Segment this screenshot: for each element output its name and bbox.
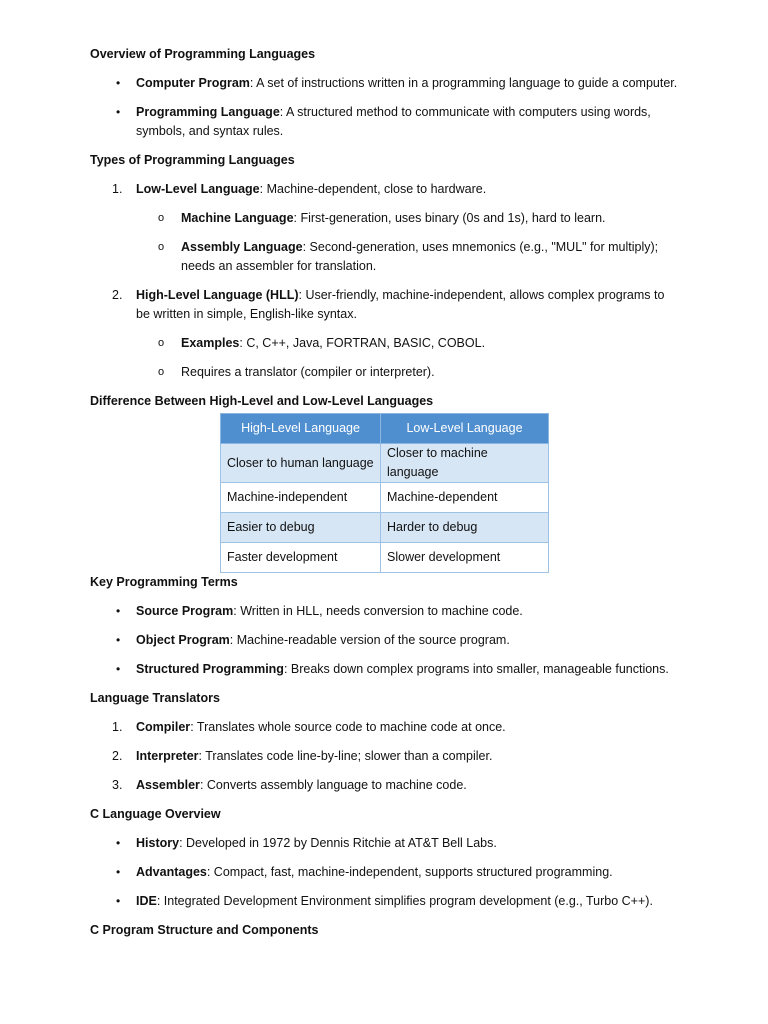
list-item [90, 631, 678, 650]
list-item [90, 286, 678, 324]
heading-c-structure: C Program Structure and Components [90, 923, 319, 937]
bullet-icon: • [116, 662, 121, 676]
list-item-text: Assembler: Converts assembly language to machine code. [136, 778, 467, 792]
list-item-text: Requires a translator (compiler or interpreter). [181, 365, 435, 379]
bullet-icon: • [116, 894, 121, 908]
sub-list-item [90, 238, 678, 276]
circle-bullet-icon: o [158, 212, 165, 224]
list-item [90, 602, 678, 621]
list-item-text: Machine Language: First-generation, uses binary (0s and 1s), hard to learn. [181, 211, 606, 225]
list-item [90, 834, 678, 853]
heading-overview: Overview of Programming Languages [90, 47, 316, 61]
table-cell: Closer to machine language [381, 444, 549, 483]
list-number: 3. [112, 778, 123, 792]
circle-bullet-icon: o [158, 366, 165, 378]
list-item [90, 74, 678, 93]
table-cell: Slower development [381, 543, 549, 573]
c-overview-list [90, 834, 678, 911]
table-header-cell: Low-Level Language [381, 414, 549, 444]
list-number: 1. [112, 720, 123, 734]
list-item-text: Source Program: Written in HLL, needs conversion to machine code. [136, 604, 523, 618]
translators-list [90, 718, 678, 795]
list-item [90, 776, 678, 795]
sub-list-item [90, 209, 678, 228]
list-item-text: Examples: C, C++, Java, FORTRAN, BASIC, COBOL. [181, 336, 486, 350]
bullet-icon: • [116, 633, 121, 647]
list-item [90, 718, 678, 737]
list-item [90, 747, 678, 766]
table-row [221, 513, 549, 543]
key-terms-list [90, 602, 678, 679]
bullet-icon: • [116, 76, 121, 90]
heading-types: Types of Programming Languages [90, 153, 295, 167]
sub-list-item [90, 363, 678, 382]
heading-key-terms: Key Programming Terms [90, 575, 238, 589]
table-row [221, 483, 549, 513]
list-item [90, 660, 678, 679]
heading-difference: Difference Between High-Level and Low-Level Languages [90, 394, 434, 408]
list-item [90, 863, 678, 882]
list-item-text: Advantages: Compact, fast, machine-independent, supports structured programming. [136, 865, 613, 879]
types-list [90, 180, 678, 382]
list-item [90, 103, 678, 141]
table-row [221, 444, 549, 483]
list-item-text: Assembly Language: Second-generation, uses mnemonics (e.g., "MUL" for multiply); needs an assembler for translation. [181, 240, 659, 273]
list-item-text: Programming Language: A structured method to communicate with computers using words, symbols, and syntax rules. [136, 105, 651, 138]
table-row [221, 543, 549, 573]
list-item-text: History: Developed in 1972 by Dennis Ritchie at AT&T Bell Labs. [136, 836, 497, 850]
list-item-text: Low-Level Language: Machine-dependent, close to hardware. [136, 182, 487, 196]
list-number: 2. [112, 749, 123, 763]
bullet-icon: • [116, 105, 121, 119]
comparison-table [220, 413, 549, 573]
heading-translators: Language Translators [90, 691, 220, 705]
list-item [90, 180, 678, 199]
circle-bullet-icon: o [158, 241, 165, 253]
table-cell: Machine-independent [221, 483, 381, 513]
list-number: 1. [112, 182, 123, 196]
list-item-text: Compiler: Translates whole source code to machine code at once. [136, 720, 506, 734]
table-cell: Closer to human language [221, 444, 381, 483]
bullet-icon: • [116, 604, 121, 618]
overview-list [90, 74, 678, 141]
bullet-icon: • [116, 836, 121, 850]
list-number: 2. [112, 288, 123, 302]
table-cell: Faster development [221, 543, 381, 573]
sub-list-item [90, 334, 678, 353]
table-cell: Easier to debug [221, 513, 381, 543]
list-item-text: Interpreter: Translates code line-by-line; slower than a compiler. [136, 749, 493, 763]
heading-c-overview: C Language Overview [90, 807, 221, 821]
list-item-text: Object Program: Machine-readable version of the source program. [136, 633, 510, 647]
table-header-cell: High-Level Language [221, 414, 381, 444]
circle-bullet-icon: o [158, 337, 165, 349]
list-item [90, 892, 678, 911]
table-header-row [221, 414, 549, 444]
list-item-text: IDE: Integrated Development Environment simplifies program development (e.g., Turbo C++). [136, 894, 653, 908]
list-item-text: Computer Program: A set of instructions written in a programming language to guide a computer. [136, 76, 678, 90]
table-cell: Harder to debug [381, 513, 549, 543]
bullet-icon: • [116, 865, 121, 879]
list-item-text: Structured Programming: Breaks down complex programs into smaller, manageable functions. [136, 662, 669, 676]
table-cell: Machine-dependent [381, 483, 549, 513]
list-item-text: High-Level Language (HLL): User-friendly, machine-independent, allows complex programs to be written in simple, English-like syntax. [136, 288, 665, 321]
